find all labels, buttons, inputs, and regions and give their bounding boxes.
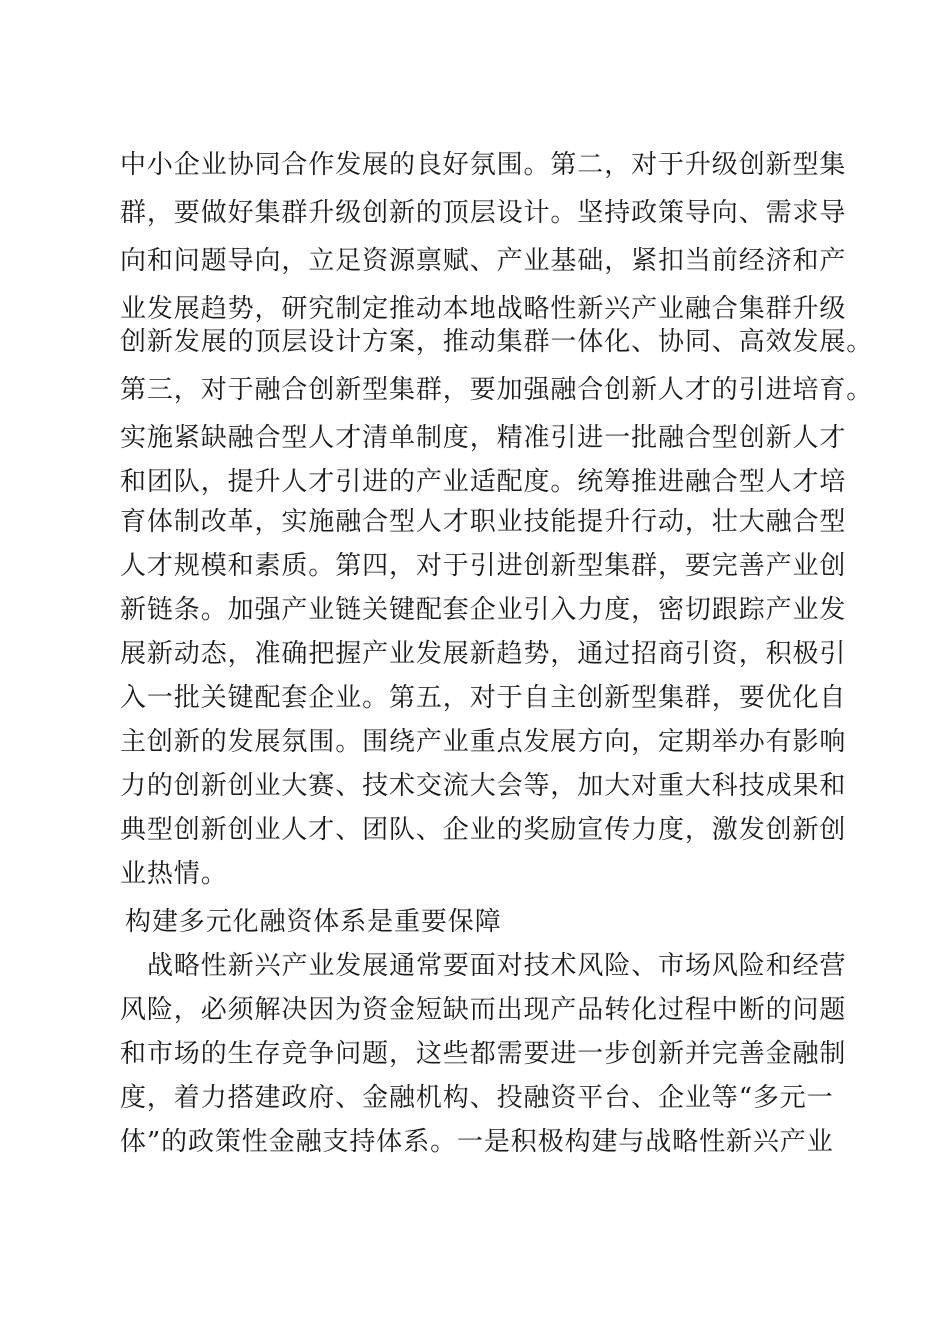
text-line: 育体制改革，实施融合型人才职业技能提升行动，壮大融合型: [120, 507, 847, 537]
text-line: 业热情。: [120, 859, 228, 889]
text-line: 人才规模和素质。第四，对于引进创新型集群，要完善产业创: [120, 551, 847, 581]
text-line: 度，着力搭建政府、金融机构、投融资平台、企业等“多元一: [120, 1083, 834, 1113]
text-line: 风险，必须解决因为资金短缺而出现产品转化过程中断的问题: [120, 995, 847, 1025]
text-line: 展新动态，准确把握产业发展新趋势，通过招商引资，积极引: [120, 639, 847, 669]
text-line: 典型创新创业人才、团队、企业的奖励宣传力度，激发创新创: [120, 815, 847, 845]
text-line: 群，要做好集群升级创新的顶层设计。坚持政策导向、需求导: [120, 198, 847, 228]
text-line: 主创新的发展氛围。围绕产业重点发展方向，定期举办有影响: [120, 727, 847, 757]
text-line: 战略性新兴产业发展通常要面对技术风险、市场风险和经营: [147, 951, 847, 981]
text-line: 实施紧缺融合型人才清单制度，精准引进一批融合型创新人才: [120, 423, 847, 453]
text-line: 和市场的生存竞争问题，这些都需要进一步创新并完善金融制: [120, 1039, 847, 1069]
text-line: 体”的政策性金融支持体系。一是积极构建与战略性新兴产业: [120, 1127, 834, 1157]
text-line: 中小企业协同合作发展的良好氛围。第二，对于升级创新型集: [120, 150, 847, 180]
text-line: 第三，对于融合创新型集群，要加强融合创新人才的引进培育。: [120, 375, 874, 405]
text-line: 和团队，提升人才引进的产业适配度。统筹推进融合型人才培: [120, 467, 847, 497]
text-line: 新链条。加强产业链关键配套企业引入力度，密切跟踪产业发: [120, 595, 847, 625]
text-line: 向和问题导向，立足资源禀赋、产业基础，紧扣当前经济和产: [120, 246, 847, 276]
text-line: 入一批关键配套企业。第五，对于自主创新型集群，要优化自: [120, 683, 847, 713]
section-heading: 构建多元化融资体系是重要保障: [125, 907, 502, 937]
text-line: 业发展趋势，研究制定推动本地战略性新兴产业融合集群升级: [120, 294, 847, 324]
text-line: 力的创新创业大赛、技术交流大会等，加大对重大科技成果和: [120, 771, 847, 801]
text-line: 创新发展的顶层设计方案，推动集群一体化、协同、高效发展。: [120, 327, 874, 357]
